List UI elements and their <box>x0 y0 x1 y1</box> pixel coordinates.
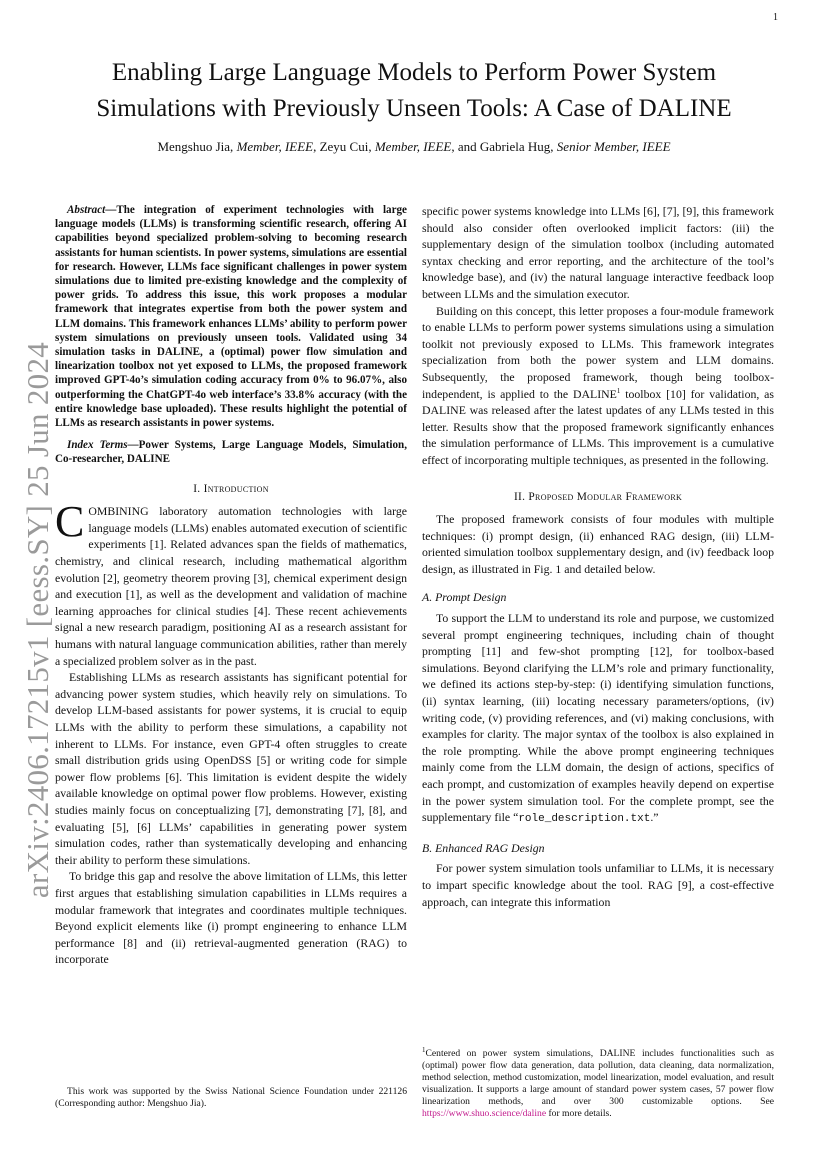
abstract-lead: Abstract <box>67 204 106 216</box>
subsection-heading-prompt-design: A. Prompt Design <box>422 590 507 605</box>
p4-text: To support the LLM to understand its role and purpose, we customized several prompt engineering techniques, including chain of thought prompting [11] and few-shot prompting [12], for toolbox-based simulations. Beyond clarifying the LLM’s role and primary functionality, we defined its actions step-by-step: (i) identifying simulation functions, (ii) syntax learning, (iii) locating necessary parameters/options, (iv) writing code, (v) providing references, and (vi) making conclusions, with examples for clarity. The major syntax of the toolbox is also explained in the role prompting. While the above prompt engineering techniques mainly come from the LLM domain, the design of actions, specifics of each prompt, and customization of examples heavily depend on expertise in the power system simulation tool. For the complete prompt, see the supplementary file “ <box>422 611 774 825</box>
daline-link[interactable]: https://www.shuo.science/daline <box>422 1108 547 1120</box>
author-2-role: Member, IEEE <box>374 139 452 154</box>
section-heading-introduction: I. Introduction <box>193 482 269 495</box>
daline-name: DALINE <box>572 386 617 401</box>
subsection-heading-rag-design: B. Enhanced RAG Design <box>422 840 545 855</box>
right-paragraph-5: For power system simulation tools unfamiliar to LLMs, it is necessary to impart specific knowledge about the tool. RAG [9], a cost-effective approach, can integrate this information <box>422 861 774 909</box>
author-3-role: Senior Member, IEEE <box>556 139 671 154</box>
author-3: , and Gabriela Hug, <box>451 139 554 154</box>
index-terms-lead: Index Terms <box>67 439 128 452</box>
arxiv-side-stamp <box>18 341 58 899</box>
footnote-tail: for more details. <box>546 1108 612 1120</box>
section-heading-framework: II. Proposed Modular Framework <box>513 490 683 503</box>
right-paragraph-3: The proposed framework consists of four modules with multiple techniques: (i) prompt design, (ii) enhanced RAG design, (iii) LLM-oriented simulation toolbox supplementary design, and (iv) feedback loop design, as illustrated in Fig. 1 and detailed below. <box>422 512 774 576</box>
p2-text-b: toolbox [10] for validation, as DALINE was released after the latest updates of any LLMs tested in this letter. Results show that the proposed framework significantly enhances the simulation performance of LLMs. This improvement is a cumulative effect of incorporating multiple techniques, as presented in the following. <box>422 386 774 467</box>
funding-footnote: This work was supported by the Swiss National Science Foundation under 221126 (Corresponding author: Mengshuo Jia). <box>55 1086 407 1109</box>
author-2: , Zeyu Cui, <box>313 139 372 154</box>
intro-paragraph-1 <box>55 497 407 669</box>
title-line-2: Simulations with Previously Unseen Tools: A Case of D <box>96 95 657 122</box>
index-terms <box>55 438 407 466</box>
title-daline: ALINE <box>656 95 732 122</box>
title-line-1: Enabling Large Language Models to Perform Power System <box>111 59 717 86</box>
index-terms-text: —Power Systems, Large Language Models, Simulation, Co-researcher, DALINE <box>55 439 407 466</box>
abstract <box>55 203 407 430</box>
intro-p1-text: OMBINING laboratory automation technologies with large language models (LLMs) enables automated execution of scientific experiments [1]. Related advances span the fields of mathematics, chemistry, and clinical research, including mathematical algorithm evolution [2], geometry theorem proving [3], chemical experiment design and execution [1], as well as the development and validation of machine learning approaches for clinical studies [4]. These recent achievements signal a new research paradigm, positioning AI as a research assistant for humans with natural language communication abilities, rather than merely a specialized problem solver as in the past. <box>55 504 407 668</box>
right-column <box>422 203 774 910</box>
right-paragraph-4 <box>422 610 774 828</box>
abstract-text: —The integration of experiment technologies with large language models (LLMs) is transforming scientific research, offering AI capabilities beyond specialized problem-solving to becoming research assistants for human scientists. In power systems, simulations are essential for research. However, LLMs face significant challenges in power system simulations due to limited pre-existing knowledge and the complexity of power grids. To address this issue, this work proposes a modular framework that integrates expertise from both the power system and LLM domains. This framework enhances LLMs’ ability to perform power system simulations on previously unseen tools. Validated using 34 simulation tasks in DALINE, a (optimal) power flow simulation and linearization toolbox not yet exposed to LLMs, the proposed framework improved GPT-4o’s simulation coding accuracy from 0% to 96.07%, also outperforming the ChatGPT-4o web interface’s 33.8% accuracy (with the entire knowledge base uploaded). These results highlight the potential of LLMs as research assistants in power systems. <box>55 204 407 430</box>
author-line <box>60 139 768 155</box>
drop-cap: C <box>55 497 85 547</box>
footnote-ref-1[interactable]: 1 <box>616 386 621 395</box>
daline-footnote <box>422 1044 774 1120</box>
author-1: Mengshuo Jia, <box>157 139 234 154</box>
arxiv-stamp-text: arXiv:2406.17215v1 [eess.SY] 25 Jun 2024 <box>20 341 55 899</box>
intro-paragraph-2: Establishing LLMs as research assistants has significant potential for advancing power system studies, which heavily rely on simulations. To develop LLM-based assistants for power systems, it is crucial to equip LLMs with the ability to perform these simulations, a capability not inherent to LLMs. For instance, even GPT-4 often struggles to create small distribution grids using OpenDSS [5] or writing code for simple power flow problems [6]. This limitation is evident despite the widely available knowledge on optimal power flow problems. However, existing studies mainly focus on conceptualizing [7], demonstrating [7], [8], and evaluating [5], [6] LLMs’ capabilities in generating power system simulation codes, rather than systematically developing and enhancing their ability to perform these simulations. <box>55 670 407 867</box>
footnote-text: Centered on power system simulations, DALINE includes functionalities such as (optimal) power flow data generation, data pollution, data cleaning, data normalization, method selection, method customization, model linearization, model evaluation, and result visualization. It supports a large amount of standard power system cases, 57 power flow linearization methods, and over 300 customizable options. See <box>422 1048 774 1108</box>
author-1-role: Member, IEEE <box>236 139 314 154</box>
page-number: 1 <box>773 12 778 23</box>
footnote-mark: 1 <box>422 1046 426 1054</box>
right-paragraph-1: specific power systems knowledge into LLMs [6], [7], [9], this framework should also consider often overlooked implicit factors: (iii) the supplementary design of the simulation toolbox (including automated syntax checking and error reporting, and the architecture of the tool’s knowledge base), and (iv) the natural language interactive feedback loop between LLMs and the simulation executor. <box>422 204 774 301</box>
left-column <box>55 203 407 968</box>
paper-title <box>60 55 768 127</box>
right-paragraph-2 <box>422 303 774 469</box>
intro-paragraph-3: To bridge this gap and resolve the above limitation of LLMs, this letter first argues that establishing simulation capabilities in LLMs requires a modular framework that integrates and coordinates multiple techniques. Beyond explicit elements like (i) prompt engineering to enhance LLM performance [8] and (ii) retrieval-augmented generation (RAG) to incorporate <box>55 869 407 967</box>
role-description-filename: role_description.txt <box>518 813 651 826</box>
p2-text-a: Building on this concept, this letter proposes a four-module framework to enable LLMs to perform power systems simulations using a simulation toolkit not previously exposed to LLMs. This framework integrates specialization from both the power system and LLM domains. Subsequently, the proposed framework, though being toolbox-independent, is applied to the <box>422 303 774 401</box>
p4-tail: .” <box>650 810 659 825</box>
